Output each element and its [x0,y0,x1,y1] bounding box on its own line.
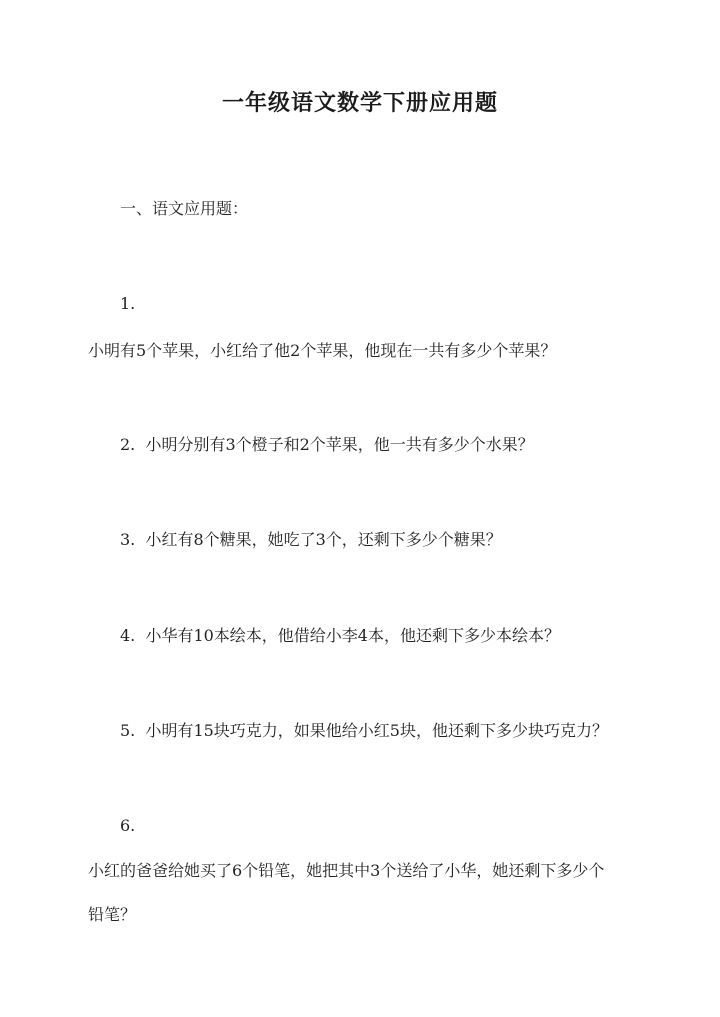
question-4-text: 小华有10本绘本，他借给小李4本，他还剩下多少本绘本？ [145,626,560,645]
question-4-number: 4. [120,626,136,645]
question-5-number: 5. [120,721,136,740]
question-3-number: 3. [120,530,136,549]
question-5 [120,718,608,741]
question-2-text: 小明分别有3个橙子和2个苹果，他一共有多少个水果？ [145,435,534,454]
question-5-text: 小明有15块巧克力，如果他给小红5块，他还剩下多少块巧克力？ [145,721,608,740]
question-1-number: 1. [120,294,136,313]
question-2-number: 2. [120,435,136,454]
question-6-text-line1: 小红的爸爸给她买了6个铅笔，她把其中3个送给了小华，她还剩下多少个 [88,861,605,880]
question-1-text: 小明有5个苹果，小红给了他2个苹果，他现在一共有多少个苹果？ [88,341,557,360]
question-6-number: 6. [120,816,136,835]
question-2 [120,432,534,455]
question-3-text: 小红有8个糖果，她吃了3个，还剩下多少个糖果？ [145,530,502,549]
question-4 [120,623,560,646]
document-title: 一年级语文数学下册应用题 [221,90,498,116]
question-6-text-line2: 铅笔？ [88,905,137,924]
question-3 [120,527,502,550]
section-heading: 一、语文应用题： [120,199,249,218]
